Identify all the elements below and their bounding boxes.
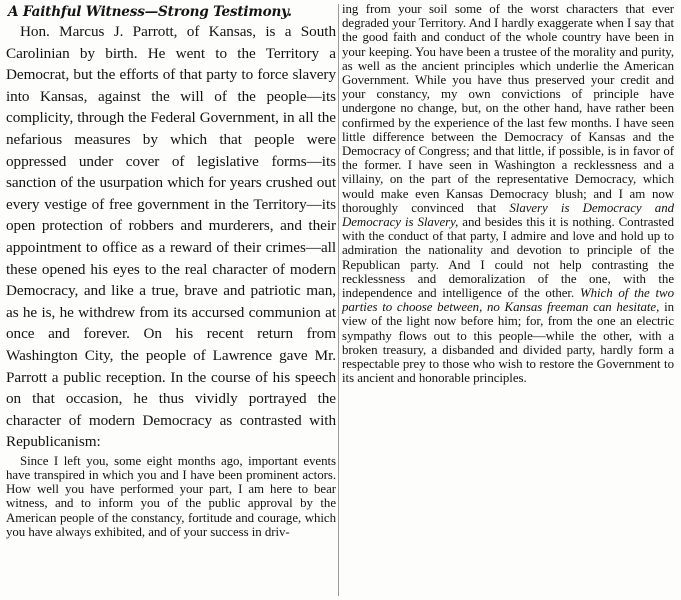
left-column xyxy=(6,0,336,539)
article-headline: A Faithful Witness—Strong Testimony. xyxy=(8,4,292,20)
speech-emphasis-slavery-democracy: Slavery is Democracy and Democracy is Slavery, xyxy=(342,200,674,230)
column-divider xyxy=(338,4,339,596)
right-column xyxy=(342,0,674,385)
speech-text-part-3: in view of the light now before him; for, from the one an electric sympathy flows out to this people—while the other, with a broken treasury, a disbanded and divided party, hardly form a respectable prey to those who wish to restore the Government to its ancient and honorable principles. xyxy=(342,300,674,386)
speech-emphasis-which-party: Which of the two parties to choose between, no Kansas freeman can hesitate, xyxy=(342,286,674,315)
speech-text-part-2: and besides this it is nothing. Contrasted with the conduct of that party, I admire and love and hold up to admiration the nationality and devotion to principle of the Republican party. And I could not help contrasting the recklessness and demoralization of the one, with the independence and intelligence of the other. xyxy=(342,215,674,301)
intro-paragraph: Hon. Marcus J. Parrott, of Kansas, is a South Carolinian by birth. He went to the Territory a Democrat, but the efforts of that party to force slavery into Kansas, against the will of the people—its complicity, through the Federal Government, in all the nefarious measures by which that people were oppressed under cover of legislative forms—its sanction of the usurpation which for years crushed out every vestige of free government in the Territory—its open protection of robbers and murderers, and their appointment to office as a reward of their crimes—all these opened his eyes to the real character of modern Democracy, and like a true, brave and patriotic man, as he is, he withdrew from its accursed communion at once and forever. On his recent return from Washington City, the people of Lawrence gave Mr. Parrott a public reception. In the course of his speech on that occasion, he thus vividly portrayed the character of modern Democracy as contrasted with Republicanism: xyxy=(6,23,336,451)
speech-quote-start: Since I left you, some eight months ago, important events have transpired in which you and I have been prominent actors. How well you have performed your part, I am here to bear witness, and to inform you of the public approval by the American people of the constancy, fortitude and courage, which you have always exhibited, and of your success in driv- xyxy=(6,453,336,539)
speech-text-part-1: ing from your soil some of the worst characters that ever degraded your Territory. And I hardly exaggerate when I say that the good faith and conduct of the whole country have been in your keeping. You have been a trustee of the morality and purity, as well as the ancient principles which underlie the American Government. While you have thus preserved your credit and your constancy, my own convictions of principle have undergone no change, but, on the other hand, have rather been confirmed by the experience of the last few months. I have seen little difference between the Democracy of Kansas and the Democracy of Congress; and that little, if possible, is in favor of the former. I have seen in Washington a recklessness and a villainy, on the part of the representative Democracy, which would make even Kansas Democracy blush; and I am now thoroughly convinced that xyxy=(342,2,674,215)
speech-quote-continued xyxy=(342,2,674,385)
